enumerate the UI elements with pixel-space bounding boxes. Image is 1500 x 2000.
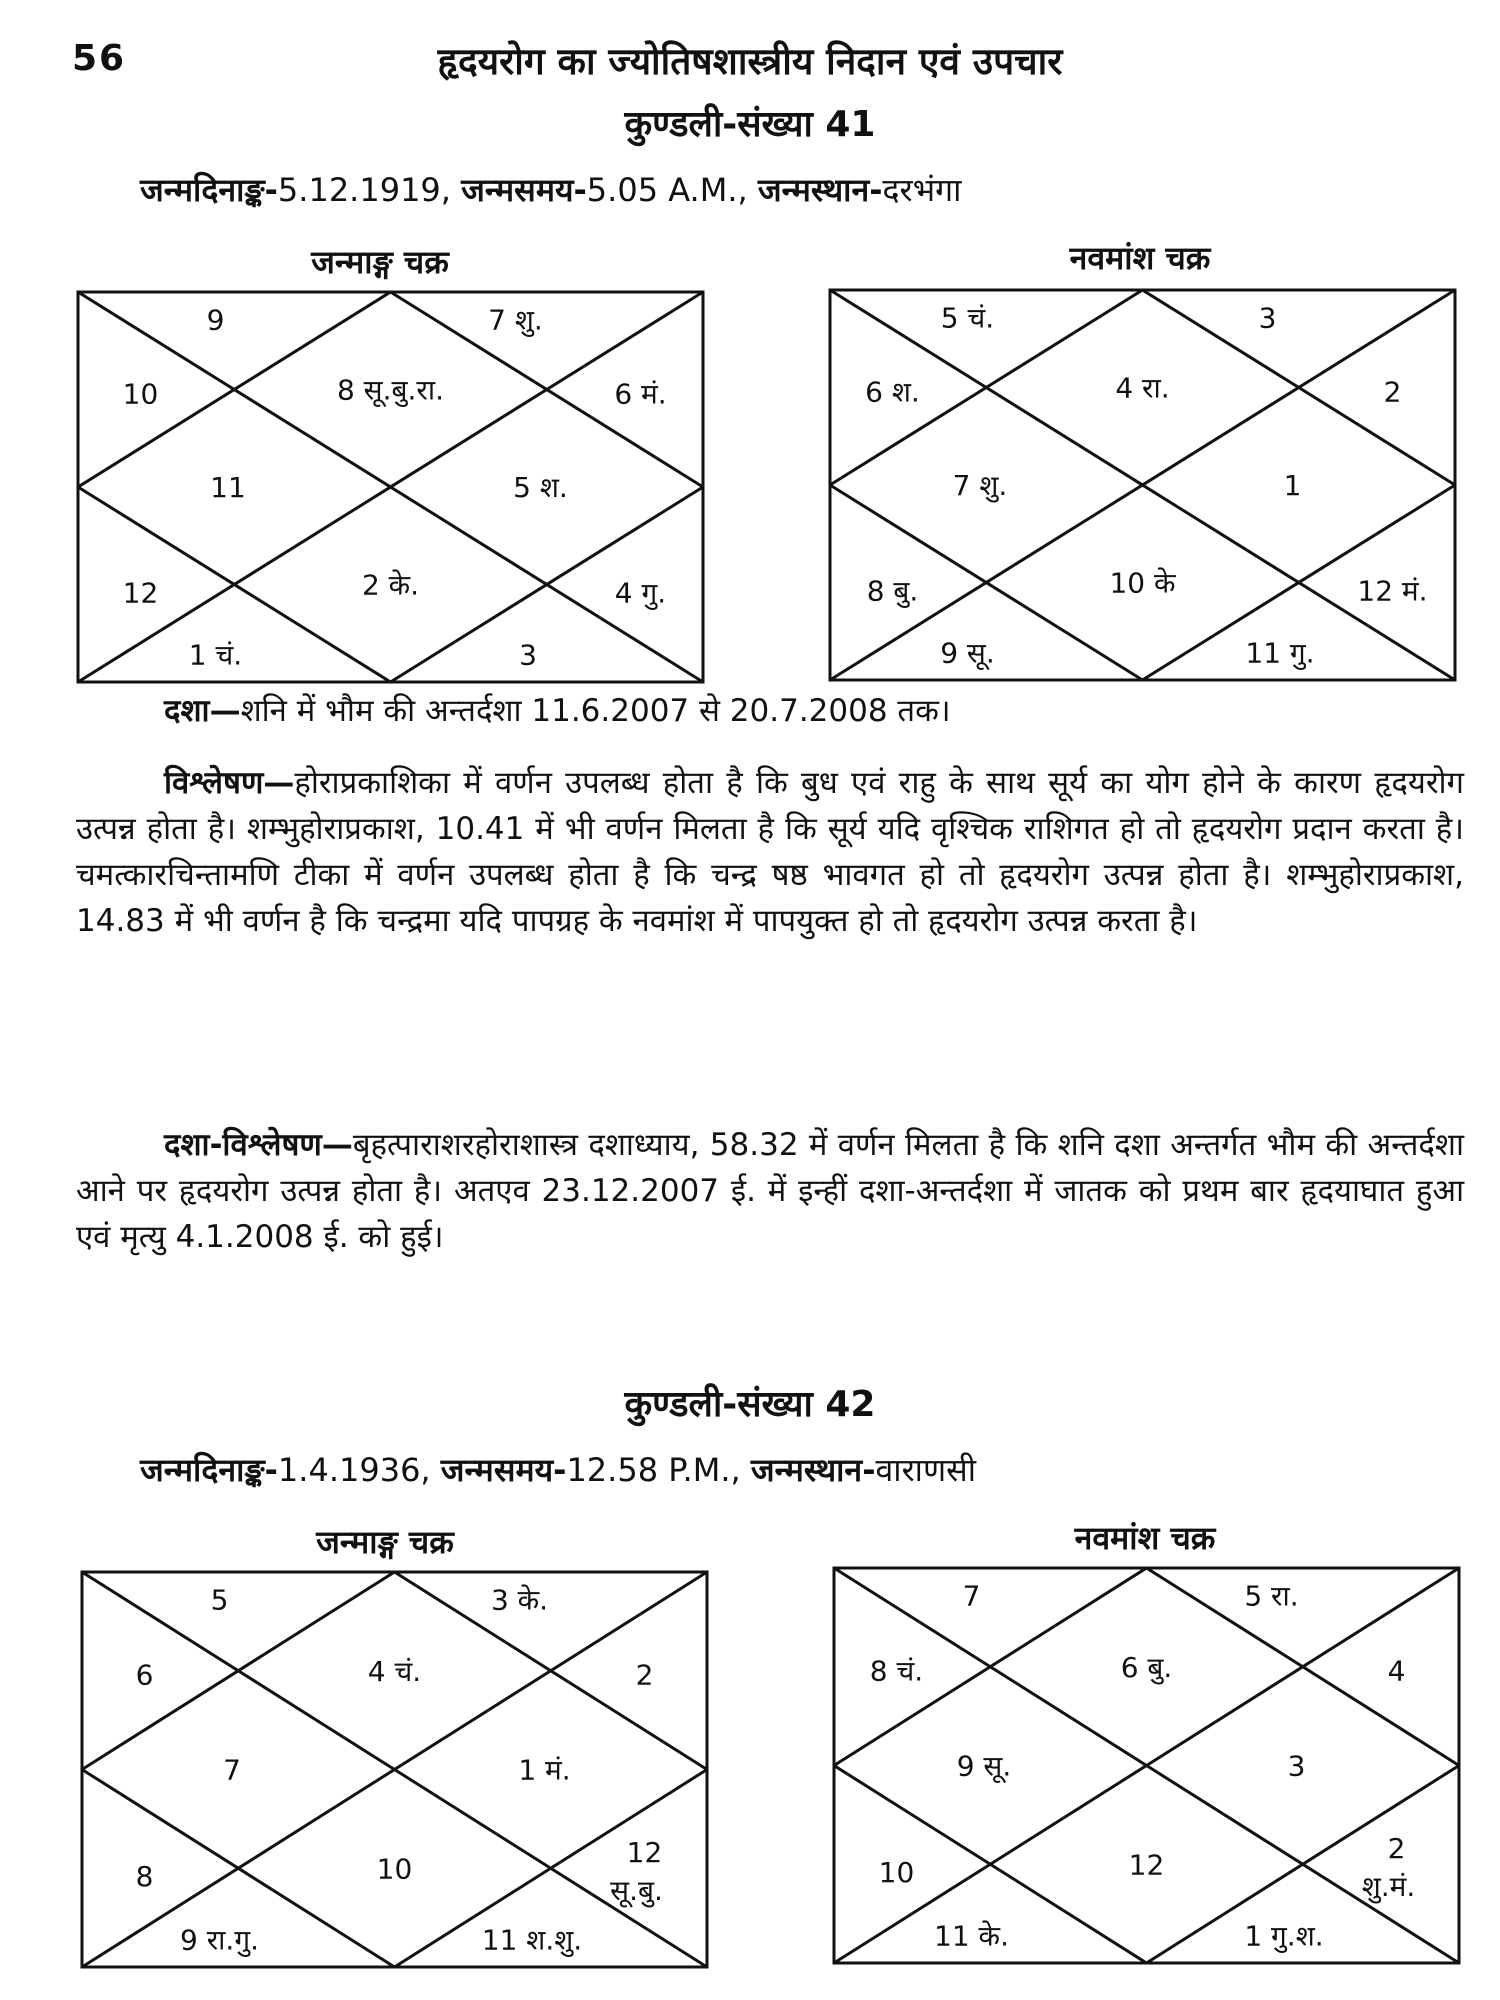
house-7-label: 9 सू. xyxy=(940,636,995,670)
house-2-label: 3 के. xyxy=(490,1583,549,1617)
house-11-label: 5 श. xyxy=(513,471,568,504)
house-9-label: 11 गु. xyxy=(1245,636,1315,670)
birth-place-label: जन्मस्थान- xyxy=(757,171,883,209)
house-10-label: 12 मं. xyxy=(1357,574,1428,608)
house-10-label: 12 सू.बु. xyxy=(610,1836,663,1908)
k42-navamsha-chart xyxy=(834,1568,1459,1963)
birth-time: 12.58 P.M., xyxy=(566,1451,741,1489)
dasha-analysis-label: दशा-विश्लेषण— xyxy=(164,1127,353,1163)
house-5-label: 9 सू. xyxy=(956,1749,1012,1783)
k41-dasha-analysis xyxy=(76,1122,1464,1260)
house-5-label: 7 xyxy=(223,1753,241,1787)
house-1-label: 4 चं. xyxy=(367,1654,422,1688)
house-1-label: 6 बु. xyxy=(1120,1650,1173,1684)
analysis-label: विश्लेषण— xyxy=(164,765,295,801)
dasha-label: दशा— xyxy=(164,693,241,729)
house-6-label: 12 xyxy=(122,576,159,610)
birth-date: 1.4.1936, xyxy=(277,1451,431,1489)
house-3-label: 7 xyxy=(962,1579,981,1613)
house-3-label: 5 xyxy=(210,1583,229,1617)
k41-janmanga-chart xyxy=(78,292,703,682)
house-5-label: 11 xyxy=(210,471,246,504)
house-7-label: 1 चं. xyxy=(188,638,243,672)
kundali-42-heading: कुण्डली-संख्या 42 xyxy=(624,1384,876,1425)
house-8-label: 10 के xyxy=(1109,566,1176,600)
k42-janmanga-title: जन्माङ्ग चक्र xyxy=(316,1523,454,1561)
analysis-text: होराप्रकाशिका में वर्णन उपलब्ध होता है कि बुध एवं राहु के साथ सूर्य का योग होने के कारण हृदयरोग उत्पन्न होता है। शम्भुहोराप्रकाश, 10.41 में भी वर्णन मिलता है कि सूर्य यदि वृश्चिक राशिगत हो तो हृदयरोग प्रदान करता है। चमत्कारचिन्तामणि टीका में वर्णन उपलब्ध होता है कि चन्द्र षष्ठ भावगत हो तो हृदयरोग उत्पन्न होता है। शम्भुहोराप्रकाश, 14.83 में भी वर्णन है कि चन्द्रमा यदि पापग्रह के नवमांश में पापयुक्त हो तो हृदयरोग उत्पन्न करता है। xyxy=(76,765,1464,939)
birth-time-label: जन्मसमय- xyxy=(440,1451,567,1489)
kundali-41-birth-details xyxy=(140,168,961,211)
house-11-label: 1 मं. xyxy=(518,1753,571,1787)
house-11-label: 1 xyxy=(1283,469,1302,502)
house-9-label: 11 श.शु. xyxy=(481,1923,583,1957)
house-7-label: 9 रा.गु. xyxy=(180,1923,259,1957)
house-4-label: 8 चं. xyxy=(869,1654,924,1688)
k41-navamsha-chart xyxy=(830,290,1455,680)
page-number: 56 xyxy=(72,38,127,79)
dasha-text: शनि में भौम की अन्तर्दशा 11.6.2007 से 20.7.2008 तक। xyxy=(240,693,951,729)
birth-date-label: जन्मदिनाङ्क- xyxy=(140,171,278,209)
house-12-label: 6 मं. xyxy=(614,377,667,411)
house-12-label: 2 xyxy=(635,1658,654,1692)
kundali-41-heading: कुण्डली-संख्या 41 xyxy=(624,104,876,145)
house-3-label: 9 xyxy=(206,303,225,337)
house-3-label: 5 चं. xyxy=(940,301,995,335)
house-12-label: 4 xyxy=(1387,1654,1406,1688)
house-6-label: 8 xyxy=(135,1860,154,1894)
house-8-label: 2 के. xyxy=(361,568,420,602)
house-2-label: 3 xyxy=(1258,301,1277,335)
birth-place: दरभंगा xyxy=(882,171,962,209)
house-4-label: 6 श. xyxy=(865,375,920,409)
house-1-label: 8 सू.बु.रा. xyxy=(336,373,445,407)
house-4-label: 10 xyxy=(122,377,159,411)
house-2-label: 5 रा. xyxy=(1244,1579,1299,1613)
house-12-label: 2 xyxy=(1383,375,1402,409)
page-title: हृदयरोग का ज्योतिषशास्त्रीय निदान एवं उपचार xyxy=(437,40,1063,83)
k41-navamsha-title: नवमांश चक्र xyxy=(1069,239,1211,277)
house-9-label: 1 गु.श. xyxy=(1244,1919,1324,1953)
k41-dasha xyxy=(76,688,1464,734)
house-8-label: 10 xyxy=(376,1852,413,1886)
kundali-42-birth-details xyxy=(140,1448,976,1491)
k42-janmanga-chart xyxy=(82,1572,707,1967)
house-9-label: 3 xyxy=(519,638,537,672)
house-4-label: 6 xyxy=(135,1658,154,1692)
k41-janmanga-title: जन्माङ्ग चक्र xyxy=(311,243,449,281)
house-7-label: 11 के. xyxy=(934,1919,1009,1953)
birth-time-label: जन्मसमय- xyxy=(461,171,587,209)
house-5-label: 7 शु. xyxy=(952,469,1008,502)
house-8-label: 12 xyxy=(1128,1848,1165,1882)
house-6-label: 10 xyxy=(878,1856,915,1890)
birth-place: वाराणसी xyxy=(875,1451,976,1489)
house-10-label: 4 गु. xyxy=(614,576,667,610)
birth-date: 5.12.1919, xyxy=(277,171,451,209)
birth-place-label: जन्मस्थान- xyxy=(750,1451,876,1489)
house-1-label: 4 रा. xyxy=(1115,371,1170,405)
house-2-label: 7 शु. xyxy=(488,303,543,337)
k42-navamsha-title: नवमांश चक्र xyxy=(1074,1519,1216,1557)
dasha-analysis-text: बृहत्पाराशरहोराशास्त्र दशाध्याय, 58.32 में वर्णन मिलता है कि शनि दशा अन्तर्गत भौम की अन्तर्दशा आने पर हृदयरोग उत्पन्न होता है। अतएव 23.12.2007 ई. में इन्हीं दशा-अन्तर्दशा में जातक को प्रथम बार हृदयाघात हुआ एवं मृत्यु 4.1.2008 ई. को हुई। xyxy=(76,1127,1464,1255)
birth-time: 5.05 A.M., xyxy=(586,171,748,209)
house-10-label: 2 शु.मं. xyxy=(1361,1832,1416,1904)
birth-date-label: जन्मदिनाङ्क- xyxy=(140,1451,278,1489)
house-11-label: 3 xyxy=(1287,1749,1306,1783)
k41-analysis xyxy=(76,760,1464,944)
house-6-label: 8 बु. xyxy=(866,574,919,608)
